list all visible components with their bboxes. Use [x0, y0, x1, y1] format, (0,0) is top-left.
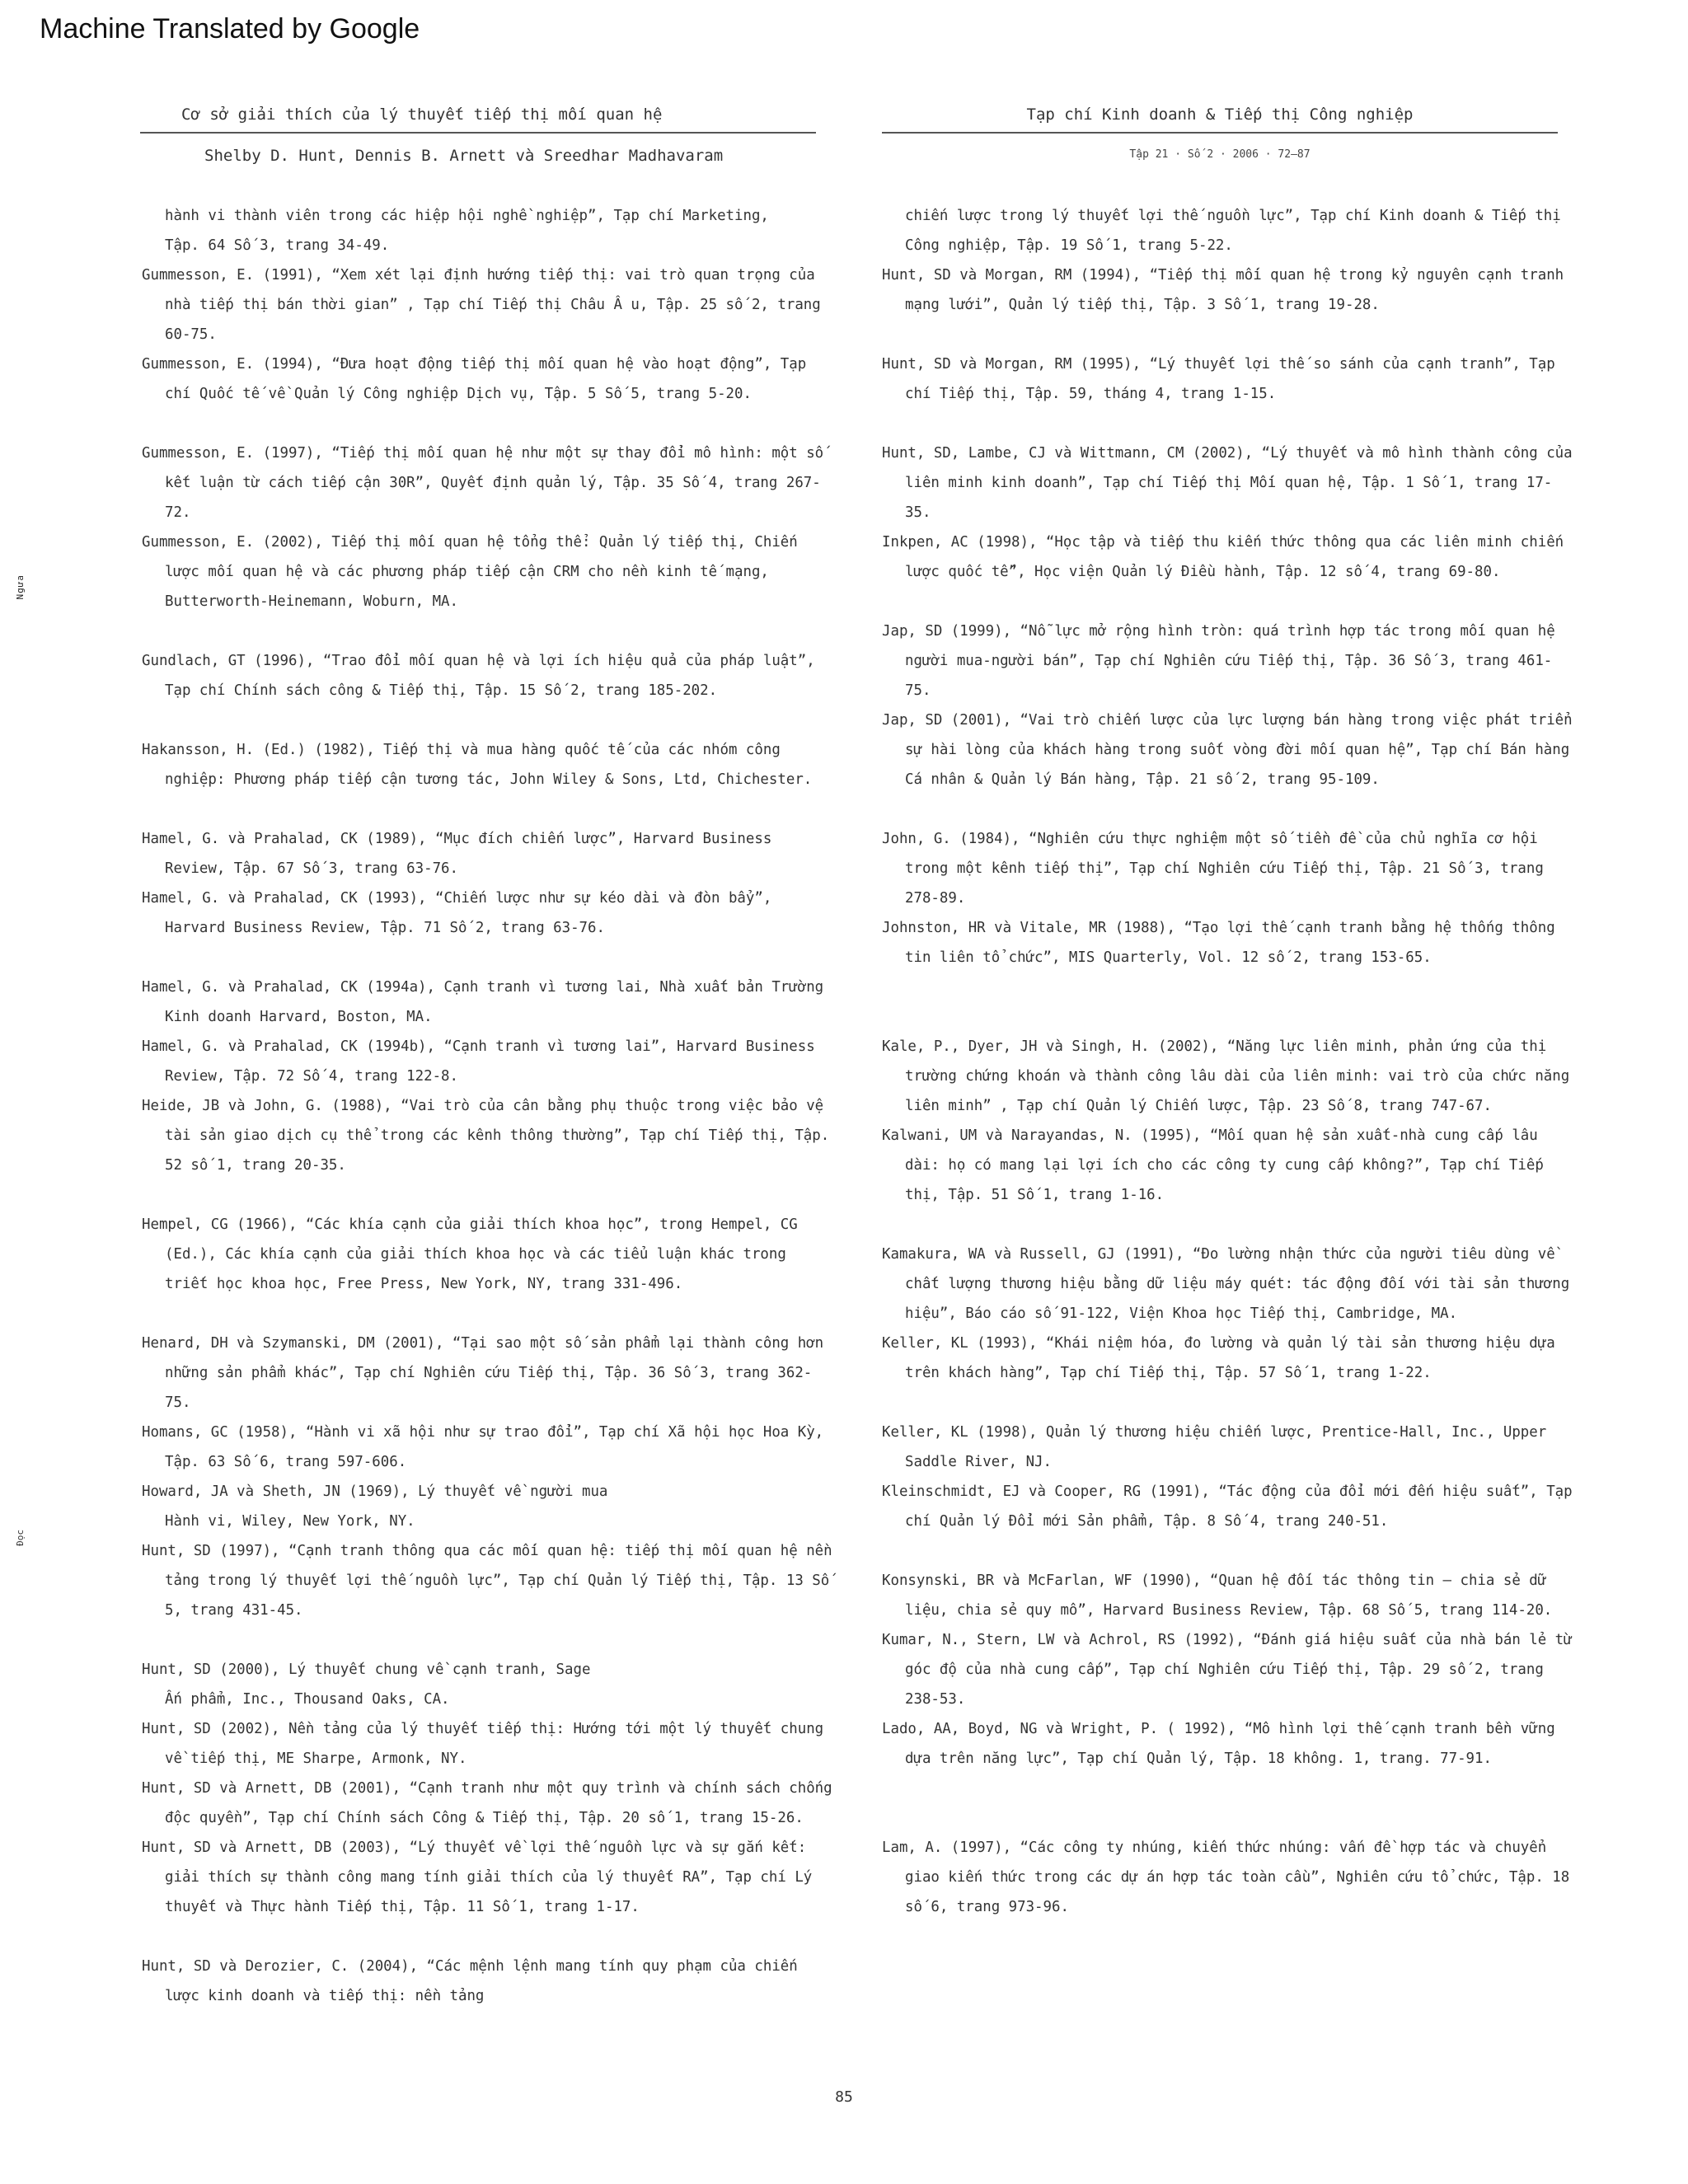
- margin-annotation-bottom: Đọc: [15, 1530, 26, 1546]
- reference-entry: Hamel, G. và Prahalad, CK (1994b), “Cạnh tranh vì tương lai”, Harvard Business Review, Tập. 72 Số 4, trang 122-8.: [142, 1038, 824, 1085]
- reference-entry: Howard, JA và Sheth, JN (1969), Lý thuyết về người mua Hành vi, Wiley, New York, NY.: [142, 1483, 608, 1530]
- reference-entry: Keller, KL (1998), Quản lý thương hiệu chiến lược, Prentice-Hall, Inc., Upper Saddle River, NJ.: [882, 1424, 1555, 1470]
- reference-entry: Gummesson, E. (1997), “Tiếp thị mối quan hệ như một sự thay đổi mô hình: một số kết luận từ cách tiếp cận 30R”, Quyết định quản lý, Tập. 35 Số 4, trang 267-72.: [142, 445, 832, 521]
- reference-entry: Hunt, SD và Derozier, C. (2004), “Các mệnh lệnh mang tính quy phạm của chiến lược kinh doanh và tiếp thị: nền tảng: [142, 1958, 807, 2004]
- reference-spacer: [142, 409, 834, 438]
- reference-spacer: [142, 1180, 834, 1210]
- reference-entry: Kalwani, UM và Narayandas, N. (1995), “Mối quan hệ sản xuất-nhà cung cấp lâu dài: họ có mang lại lợi ích cho các công ty cung cấp không?”, Tạp chí Tiếp thị, Tập. 51 Số 1, trang 1-16.: [882, 1127, 1553, 1203]
- reference-entry: Inkpen, AC (1998), “Học tập và tiếp thu kiến thức thông qua các liên minh chiến lược quốc tế”, Học viện Quản lý Điều hành, Tập. 12 số 4, trang 69-80.: [882, 534, 1573, 580]
- reference-entry: Jap, SD (2001), “Vai trò chiến lược của lực lượng bán hàng trong việc phát triển sự hài lòng của khách hàng trong suốt vòng đời mối quan hệ”, Tạp chí Bán hàng Cá nhân & Quản lý Bán hàng, Tập. 21 số 2, trang 95-109.: [882, 712, 1582, 788]
- journal-issue-meta: Tập 21 · Số 2 · 2006 · 72–87: [1129, 148, 1311, 161]
- reference-entry: Johnston, HR và Vitale, MR (1988), “Tạo lợi thế cạnh tranh bằng hệ thống thông tin liên tổ chức”, MIS Quarterly, Vol. 12 số 2, trang 153-65.: [882, 920, 1564, 966]
- reference-spacer: [882, 1388, 1574, 1418]
- machine-translation-banner: Machine Translated by Google: [40, 13, 420, 45]
- reference-entry: Hunt, SD (1997), “Cạnh tranh thông qua các mối quan hệ: tiếp thị mối quan hệ nền tảng trong lý thuyết lợi thế nguồn lực”, Tạp chí Quản lý Tiếp thị, Tập. 13 Số 5, trang 431-45.: [142, 1543, 842, 1619]
- reference-entry: Hunt, SD và Arnett, DB (2003), “Lý thuyết về lợi thế nguồn lực và sự gắn kết: giải thích sự thành công mang tính giải thích của lý thuyết RA”, Tạp chí Lý thuyết và Thực hành Tiếp thị, Tập. 11 Số 1, trang 1-17.: [142, 1840, 821, 1915]
- reference-spacer: [142, 616, 834, 646]
- reference-entry: chiến lược trong lý thuyết lợi thế nguồn lực”, Tạp chí Kinh doanh & Tiếp thị Công nghiệp, Tập. 19 Số 1, trang 5-22.: [905, 208, 1570, 254]
- reference-entry: Lam, A. (1997), “Các công ty nhúng, kiến thức nhúng: vấn đề hợp tác và chuyển giao kiến thức trong các dự án hợp tác toàn cầu”, Nghiên cứu tổ chức, Tập. 18 số 6, trang 973-96.: [882, 1840, 1578, 1915]
- reference-spacer: [882, 320, 1574, 349]
- reference-entry: Gummesson, E. (1991), “Xem xét lại định hướng tiếp thị: vai trò quan trọng của nhà tiếp thị bán thời gian” , Tạp chí Tiếp thị Châu Â u, Tập. 25 số 2, trang 60-75.: [142, 267, 830, 343]
- running-header-right: [882, 105, 1558, 161]
- reference-entry: Gundlach, GT (1996), “Trao đổi mối quan hệ và lợi ích hiệu quả của pháp luật”, Tạp chí Chính sách công & Tiếp thị, Tập. 15 Số 2, trang 185-202.: [142, 653, 824, 699]
- margin-annotation-top: Ngưa: [15, 574, 26, 600]
- reference-spacer: [882, 587, 1574, 616]
- reference-spacer: [142, 1299, 834, 1329]
- reference-spacer: [882, 794, 1574, 824]
- reference-entry: Henard, DH và Szymanski, DM (2001), “Tại sao một số sản phẩm lại thành công hơn những sản phẩm khác”, Tạp chí Nghiên cứu Tiếp thị, Tập. 36 Số 3, trang 362-75.: [142, 1335, 832, 1411]
- reference-entry: Kamakura, WA và Russell, GJ (1991), “Đo lường nhận thức của người tiêu dùng về chất lượng thương hiệu bằng dữ liệu máy quét: tác động đối với tài sản thương hiệu”, Báo cáo số 91-122, Viện Khoa học Tiếp thị, Cambridge, MA.: [882, 1246, 1578, 1322]
- reference-spacer: [882, 1210, 1574, 1240]
- reference-entry: hành vi thành viên trong các hiệp hội nghề nghiệp”, Tạp chí Marketing, Tập. 64 Số 3, trang 34-49.: [165, 208, 769, 254]
- reference-spacer: [882, 972, 1574, 1002]
- reference-entry: Gummesson, E. (2002), Tiếp thị mối quan hệ tổng thể: Quản lý tiếp thị, Chiến lược mối quan hệ và các phương pháp tiếp cận CRM cho nền kinh tế mạng, Butterworth-Heinemann, Woburn, MA.: [142, 534, 807, 610]
- reference-entry: Hamel, G. và Prahalad, CK (1989), “Mục đích chiến lược”, Harvard Business Review, Tập. 67 Số 3, trang 63-76.: [142, 831, 781, 877]
- reference-spacer: [882, 1536, 1574, 1566]
- reference-entry: Hakansson, H. (Ed.) (1982), Tiếp thị và mua hàng quốc tế của các nhóm công nghiệp: Phương pháp tiếp cận tương tác, John Wiley & Sons, Ltd, Chichester.: [142, 742, 813, 788]
- running-header-left: [140, 105, 816, 165]
- reference-entry: Kale, P., Dyer, JH và Singh, H. (2002), “Năng lực liên minh, phản ứng của thị trường chứng khoán và thành công lâu dài của liên minh: vai trò của chức năng liên minh” , Tạp chí Quản lý Chiến lược, Tập. 23 Số 8, trang 747-67.: [882, 1038, 1578, 1114]
- reference-entry: Kumar, N., Stern, LW và Achrol, RS (1992), “Đánh giá hiệu suất của nhà bán lẻ từ góc độ của nhà cung cấp”, Tạp chí Nghiên cứu Tiếp thị, Tập. 29 số 2, trang 238-53.: [882, 1632, 1582, 1708]
- reference-spacer: [142, 794, 834, 824]
- reference-spacer: [882, 1803, 1574, 1833]
- references-column-left: [142, 201, 842, 2011]
- reference-entry: Lado, AA, Boyd, NG và Wright, P. ( 1992), “Mô hình lợi thế cạnh tranh bền vững dựa trên năng lực”, Tạp chí Quản lý, Tập. 18 không. 1, trang. 77-91.: [882, 1721, 1564, 1767]
- article-authors: Shelby D. Hunt, Dennis B. Arnett và Sreedhar Madhavaram: [204, 147, 724, 165]
- reference-entry: John, G. (1984), “Nghiên cứu thực nghiệm một số tiền đề của chủ nghĩa cơ hội trong một kênh tiếp thị”, Tạp chí Nghiên cứu Tiếp thị, Tập. 21 Số 3, trang 278-89.: [882, 831, 1553, 907]
- reference-entry: Hunt, SD, Lambe, CJ và Wittmann, CM (2002), “Lý thuyết và mô hình thành công của liên minh kinh doanh”, Tạp chí Tiếp thị Mối quan hệ, Tập. 1 Số 1, trang 17-35.: [882, 445, 1582, 521]
- references-column-right: [882, 201, 1582, 1922]
- reference-entry: Hunt, SD và Morgan, RM (1994), “Tiếp thị mối quan hệ trong kỷ nguyên cạnh tranh mạng lưới”, Quản lý tiếp thị, Tập. 3 Số 1, trang 19-28.: [882, 267, 1573, 313]
- reference-entry: Konsynski, BR và McFarlan, WF (1990), “Quan hệ đối tác thông tin – chia sẻ dữ liệu, chia sẻ quy mô”, Harvard Business Review, Tập. 68 Số 5, trang 114-20.: [882, 1572, 1555, 1619]
- reference-entry: Gummesson, E. (1994), “Đưa hoạt động tiếp thị mối quan hệ vào hoạt động”, Tạp chí Quốc tế về Quản lý Công nghiệp Dịch vụ, Tập. 5 Số 5, trang 5-20.: [142, 356, 815, 402]
- page-number: 85: [835, 2088, 853, 2106]
- reference-spacer: [882, 1002, 1574, 1032]
- reference-spacer: [882, 409, 1574, 438]
- reference-entry: Heide, JB và John, G. (1988), “Vai trò của cân bằng phụ thuộc trong việc bảo vệ tài sản giao dịch cụ thể trong các kênh thông thường”, Tạp chí Tiếp thị, Tập. 52 số 1, trang 20-35.: [142, 1098, 838, 1174]
- reference-entry: Hamel, G. và Prahalad, CK (1993), “Chiến lược như sự kéo dài và đòn bẩy”, Harvard Business Review, Tập. 71 Số 2, trang 63-76.: [142, 890, 781, 936]
- reference-entry: Kleinschmidt, EJ và Cooper, RG (1991), “Tác động của đổi mới đến hiệu suất”, Tạp chí Quản lý Đổi mới Sản phẩm, Tập. 8 Số 4, trang 240-51.: [882, 1483, 1582, 1530]
- reference-entry: Homans, GC (1958), “Hành vi xã hội như sự trao đổi”, Tạp chí Xã hội học Hoa Kỳ, Tập. 63 Số 6, trang 597-606.: [142, 1424, 832, 1470]
- reference-spacer: [142, 1922, 834, 1952]
- reference-entry: Keller, KL (1993), “Khái niệm hóa, đo lường và quản lý tài sản thương hiệu dựa trên khách hàng”, Tạp chí Tiếp thị, Tập. 57 Số 1, trang 1-22.: [882, 1335, 1564, 1381]
- reference-spacer: [142, 943, 834, 972]
- article-title: Cơ sở giải thích của lý thuyết tiếp thị mối quan hệ: [140, 105, 816, 134]
- reference-entry: Hamel, G. và Prahalad, CK (1994a), Cạnh tranh vì tương lai, Nhà xuất bản Trường Kinh doanh Harvard, Boston, MA.: [142, 979, 832, 1025]
- reference-entry: Hunt, SD (2000), Lý thuyết chung về cạnh tranh, Sage Ấn phẩm, Inc., Thousand Oaks, CA.: [142, 1661, 591, 1708]
- reference-entry: Jap, SD (1999), “Nỗ lực mở rộng hình tròn: quá trình hợp tác trong mối quan hệ người mua-người bán”, Tạp chí Nghiên cứu Tiếp thị, Tập. 36 Số 3, trang 461-75.: [882, 623, 1564, 699]
- reference-spacer: [142, 1625, 834, 1655]
- reference-spacer: [142, 705, 834, 735]
- reference-entry: Hunt, SD và Morgan, RM (1995), “Lý thuyết lợi thế so sánh của cạnh tranh”, Tạp chí Tiếp thị, Tập. 59, tháng 4, trang 1-15.: [882, 356, 1564, 402]
- reference-spacer: [882, 1774, 1574, 1803]
- journal-title: Tạp chí Kinh doanh & Tiếp thị Công nghiệp: [882, 105, 1558, 134]
- reference-entry: Hempel, CG (1966), “Các khía cạnh của giải thích khoa học”, trong Hempel, CG (Ed.), Các khía cạnh của giải thích khoa học và các tiểu luận khác trong triết học khoa học, Free Press, New York, NY, trang 331-496.: [142, 1216, 807, 1292]
- reference-entry: Hunt, SD và Arnett, DB (2001), “Cạnh tranh như một quy trình và chính sách chống độc quyền”, Tạp chí Chính sách Công & Tiếp thị, Tập. 20 số 1, trang 15-26.: [142, 1780, 842, 1826]
- reference-entry: Hunt, SD (2002), Nền tảng của lý thuyết tiếp thị: Hướng tới một lý thuyết chung về tiếp thị, ME Sharpe, Armonk, NY.: [142, 1721, 832, 1767]
